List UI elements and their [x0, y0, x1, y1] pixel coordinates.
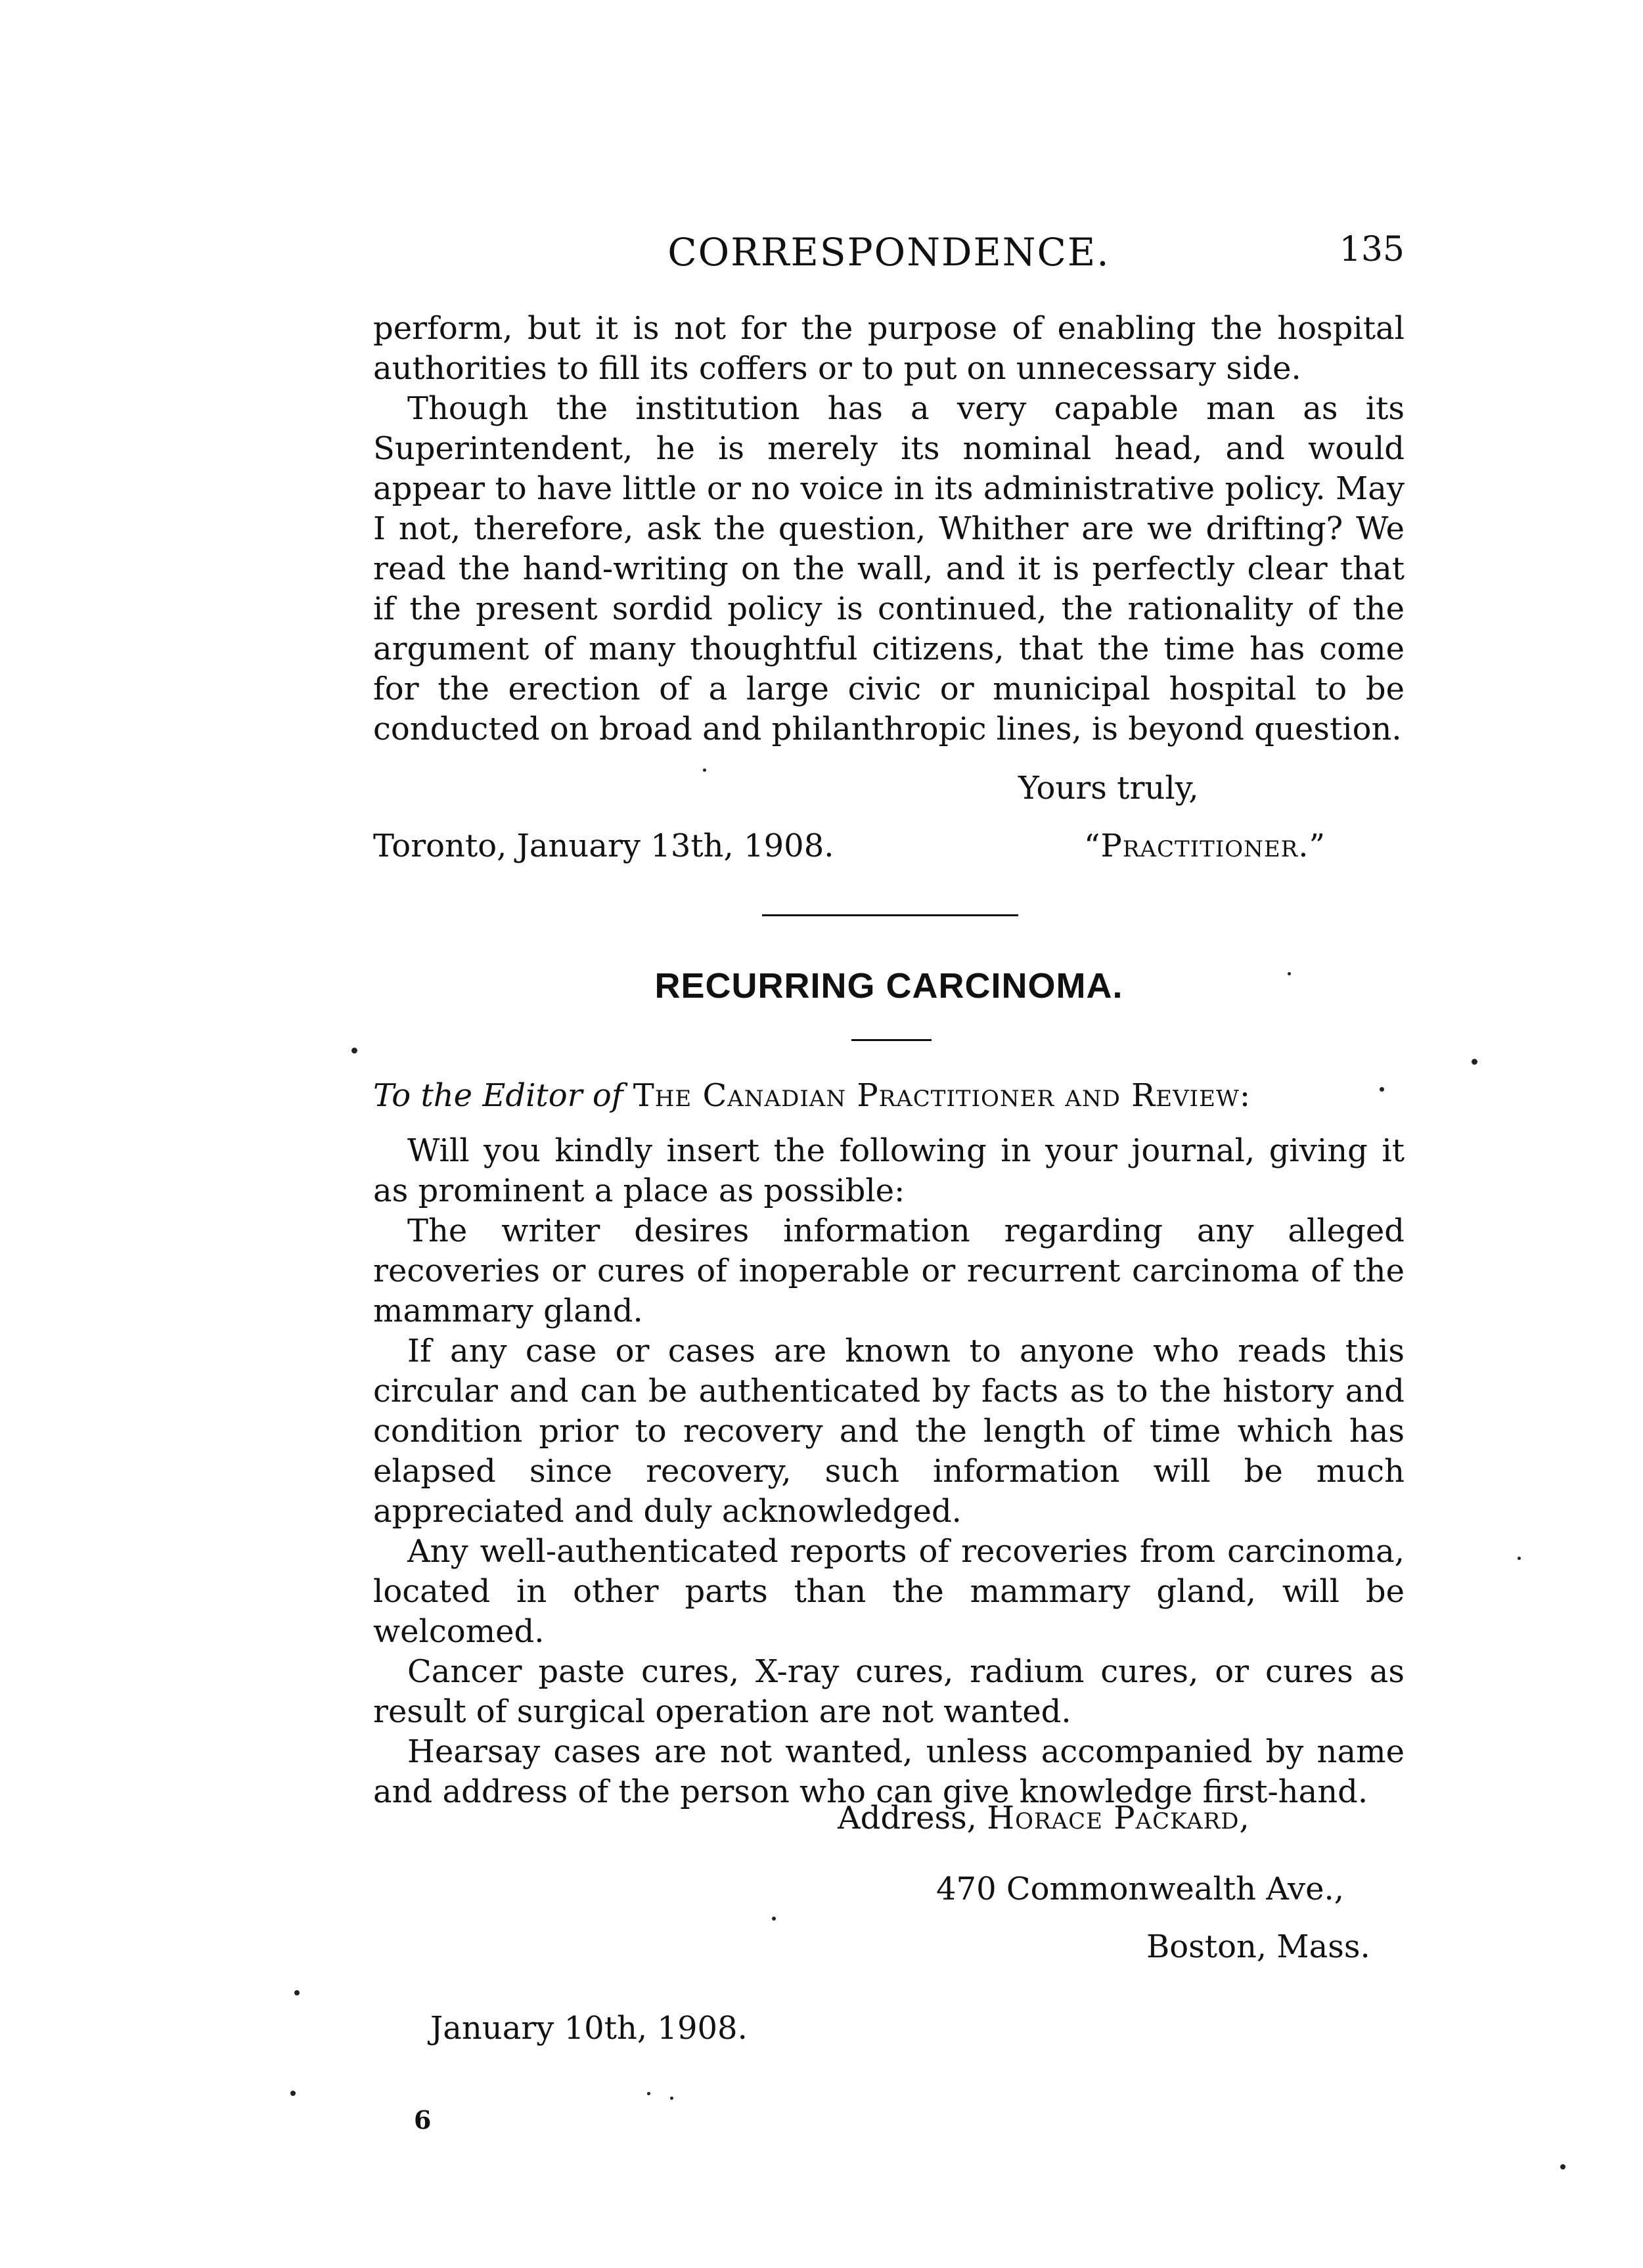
letter-one-paragraph-2: Though the institution has a very capable man as its Superintendent, he is merely its nominal head, and would appear to have little or no voice in its administrative policy. May I not, therefore, ask the question, Whither are we drifting? We read the hand-writing on the wall, and it is perfectly clear that if the present sordid policy is continued, the rationality of the argument of many thoughtful citizens, that the time has come for the erection of a large civic or municipal hospital to be conducted on broad and philanthropic lines, is beyond question.: [373, 390, 1405, 747]
section-divider-rule: [762, 914, 1018, 916]
page-number: 135: [1339, 230, 1405, 269]
address-city: Boston, Mass.: [1146, 1928, 1370, 1965]
salutation: [373, 1077, 1251, 1114]
scan-speck: [1288, 972, 1291, 975]
running-title: CORRESPONDENCE.: [667, 230, 1110, 275]
letter-two-paragraph-3: If any case or cases are known to anyone who reads this circular and can be authenticated by facts as to the history and condition prior to recovery and the length of time which has elapsed since recovery, such information will be much appreciated and duly acknowledged.: [373, 1333, 1405, 1530]
letter-two-paragraph-5: Cancer paste cures, X-ray cures, radium cures, or cures as result of surgical operation are not wanted.: [373, 1653, 1405, 1730]
scan-speck: [772, 1917, 776, 1921]
letter-two-paragraph-4: Any well-authenticated reports of recoveries from carcinoma, located in other parts than the mammary gland, will be welcomed.: [373, 1533, 1405, 1650]
page-header: [373, 230, 1405, 276]
scan-speck: [1560, 2164, 1565, 2169]
letter-two-paragraph-1: Will you kindly insert the following in your journal, giving it as prominent a place as possible:: [373, 1132, 1405, 1209]
letter-one-body: [373, 309, 1405, 749]
section-title: RECURRING CARCINOMA.: [654, 966, 1123, 1006]
scan-speck: [670, 2097, 673, 2100]
letter-one-place-date: Toronto, January 13th, 1908.: [373, 828, 834, 864]
letter-one-paragraph-1: perform, but it is not for the purpose of enabling the hospital authorities to fill its coffers or to put on unnecessary side.: [373, 310, 1405, 387]
signature-mark: 6: [414, 2105, 432, 2135]
title-underline-rule: [851, 1039, 932, 1041]
letter-one-signature: “Practitioner.”: [1084, 828, 1326, 864]
address-line: [838, 1800, 1250, 1836]
letter-one-closing: Yours truly,: [1018, 770, 1199, 807]
address-label: Address,: [838, 1800, 977, 1836]
scan-speck: [1518, 1557, 1521, 1560]
scan-speck: [294, 1990, 300, 1995]
scan-speck: [1472, 1059, 1477, 1065]
salutation-journal: The Canadian Practitioner and Review:: [633, 1077, 1251, 1114]
letter-two-paragraph-6: Hearsay cases are not wanted, unless accompanied by name and address of the person who can give knowledge first-hand.: [373, 1733, 1405, 1810]
address-street: 470 Commonwealth Ave.,: [936, 1871, 1345, 1907]
letter-two-paragraph-2: The writer desires information regarding any alleged recoveries or cures of inoperable or recurrent carcinoma of the mammary gland.: [373, 1212, 1405, 1329]
address-name: Horace Packard,: [987, 1800, 1250, 1836]
letter-two-body: [373, 1131, 1405, 1812]
scan-speck: [290, 2091, 296, 2096]
letter-two-date: January 10th, 1908.: [430, 2010, 748, 2047]
salutation-prefix: To the Editor of: [373, 1077, 623, 1114]
scan-speck: [351, 1048, 357, 1054]
scan-speck: [703, 768, 706, 772]
scan-speck: [647, 2092, 650, 2095]
scan-speck: [1380, 1087, 1384, 1092]
